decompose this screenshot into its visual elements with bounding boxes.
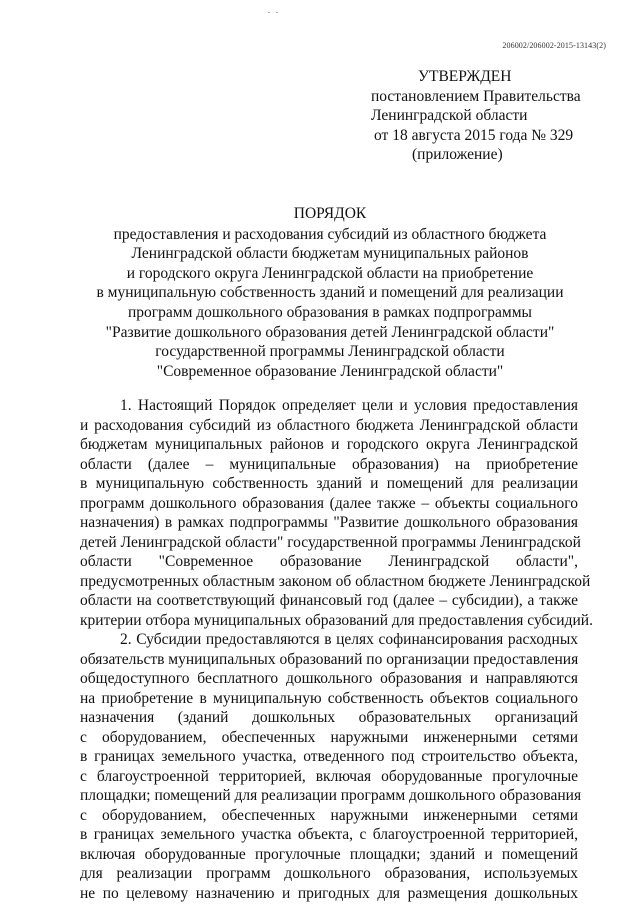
paragraph-line: критерии отбора муниципальных образований для предоставления субсидий. [80, 611, 593, 629]
paragraph-line: с благоустроенной территорией, включая оборудованные прогулочные [80, 767, 578, 785]
paragraph-line: для реализации программ дошкольного образования, используемых [80, 865, 578, 882]
paragraph-line: не по целевому назначению и пригодных для размещения дошкольных [80, 884, 578, 902]
title-line: программ дошкольного образования в рамках подпрограммы [128, 303, 532, 321]
title-line: и городского округа Ленинградской области на приобретение [126, 264, 534, 282]
title-line: предоставления и расходования субсидий из областного бюджета [113, 225, 547, 243]
paragraph-line: области на соответствующий финансовый год (далее – субсидии), а также [80, 592, 578, 609]
paragraph-line: в границах земельного участка объекта, с благоустроенной территорией, [80, 826, 578, 843]
paragraph-1 [80, 396, 593, 630]
approval-heading: УТВЕРЖДЕН [418, 68, 512, 85]
paragraph-line: 1. Настоящий Порядок определяет цели и условия предоставления [120, 397, 578, 414]
paragraph-line: предусмотренных областным законом об областном бюджете Ленинградской [80, 572, 591, 590]
title-line: государственной программы Ленинградской области [155, 343, 505, 361]
document-body [80, 396, 593, 903]
paragraph-line: и расходования субсидий из областного бюджета Ленинградской области [80, 416, 578, 434]
paragraph-line: области (далее – муниципальные образования) на приобретение [80, 455, 578, 473]
paragraph-line: в границах земельного участка, отведенного под строительство объекта, [80, 748, 578, 765]
document-title [80, 204, 580, 381]
paragraph-line: назначения) в рамках подпрограммы "Развитие дошкольного образования [80, 514, 578, 531]
title-line: "Развитие дошкольного образования детей Ленинградской области" [105, 323, 555, 341]
paragraph-line: площадки; помещений для реализации программ дошкольного образования [80, 787, 582, 804]
paragraph-line: детей Ленинградской области" государственной программы Ленинградской [80, 533, 581, 551]
title-line: "Современное образование Ленинградской области" [156, 362, 504, 380]
paragraph-line: программ дошкольного образования (далее также – объекты социального [80, 494, 578, 512]
scan-speck [268, 12, 270, 13]
approval-line: (приложение) [412, 146, 503, 163]
paragraph-line: с оборудованием, обеспеченных наружными инженерными сетями [80, 728, 578, 746]
paragraph-2 [80, 630, 582, 903]
paragraph-line: 2. Субсидии предоставляются в целях софинансирования расходных [120, 631, 578, 648]
paragraph-line: бюджетам муниципальных районов и городского округа Ленинградской [80, 436, 578, 453]
title-line: Ленинградской области бюджетам муниципальных районов [131, 245, 529, 263]
paragraph-line: с оборудованием, обеспеченных наружными инженерными сетями [80, 806, 578, 824]
approval-date-line: от 18 августа 2015 года № 329 [374, 126, 574, 144]
approval-line: постановлением Правительства [371, 87, 581, 105]
paragraph-line: общедоступного бесплатного дошкольного образования и направляются [80, 670, 578, 687]
paragraph-line: назначения (зданий дошкольных образовательных организаций [80, 709, 578, 726]
paragraph-line: в муниципальную собственность зданий и помещений для реализации [80, 475, 578, 492]
paragraph-line: на приобретение в муниципальную собственность объектов социального [80, 689, 578, 707]
paragraph-line: области "Современное образование Ленинградской области", [80, 553, 578, 570]
paragraph-line: включая оборудованные прогулочные площадки; зданий и помещений [80, 845, 578, 863]
scan-speck [276, 12, 278, 13]
document-id: 206002/206002-2015-13143(2) [502, 41, 606, 50]
approval-line: Ленинградской области [371, 107, 528, 124]
title-line: в муниципальную собственность зданий и помещений для реализации [96, 284, 564, 302]
title-heading: ПОРЯДОК [293, 205, 367, 222]
paragraph-line: обязательств муниципальных образований по организации предоставления [80, 650, 579, 668]
approval-stamp [366, 67, 616, 165]
